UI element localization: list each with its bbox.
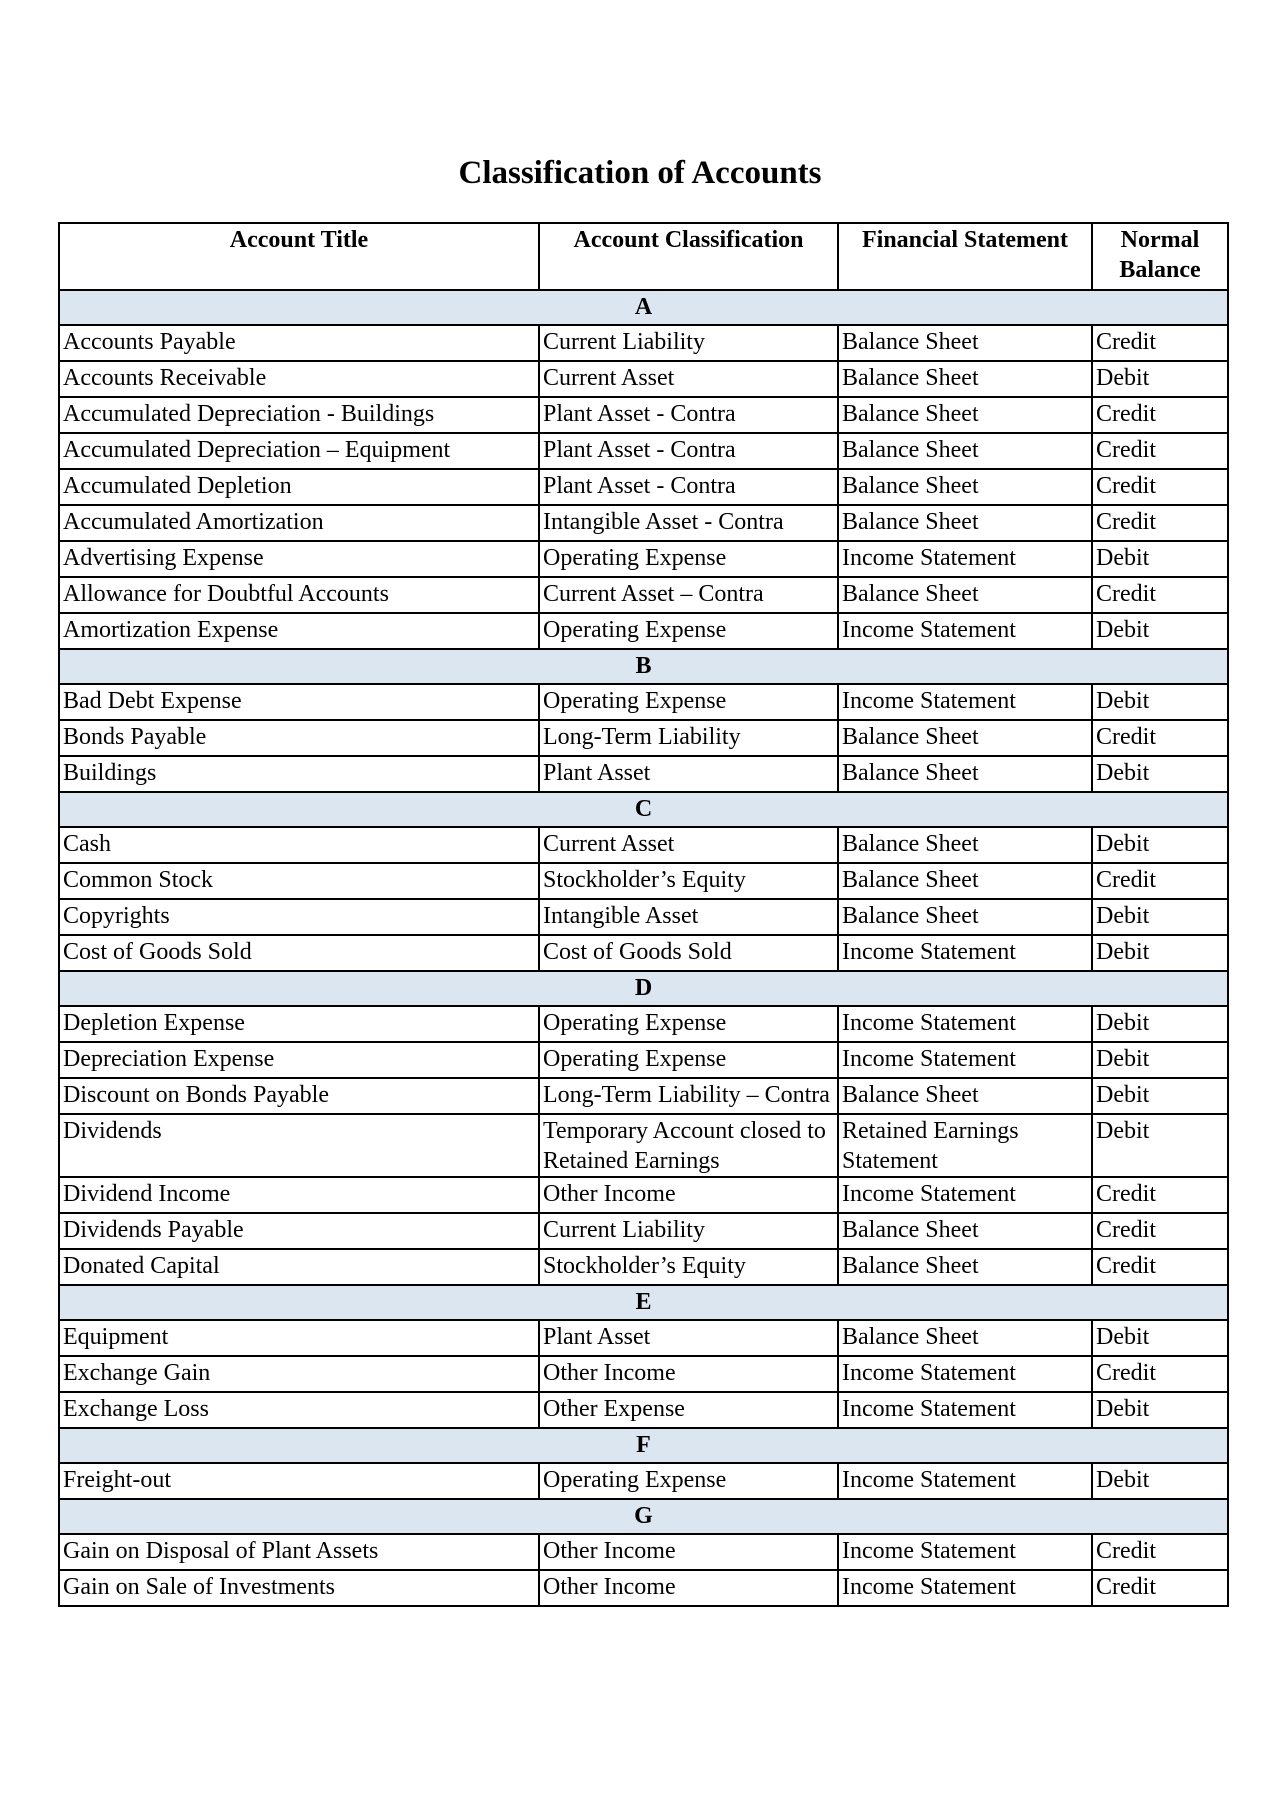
normal-balance-cell: Debit: [1092, 1006, 1228, 1042]
account-classification-cell: Current Asset: [539, 361, 838, 397]
table-row: [59, 1570, 1228, 1606]
financial-statement-cell: Balance Sheet: [838, 720, 1092, 756]
account-classification-cell: Operating Expense: [539, 1463, 838, 1499]
normal-balance-cell: Credit: [1092, 325, 1228, 361]
account-classification-cell: Current Liability: [539, 1213, 838, 1249]
account-classification-cell: Intangible Asset: [539, 899, 838, 935]
normal-balance-cell: Credit: [1092, 1570, 1228, 1606]
account-title-cell: Accumulated Depletion: [59, 469, 539, 505]
section-letter: E: [59, 1285, 1228, 1320]
account-title-cell: Allowance for Doubtful Accounts: [59, 577, 539, 613]
normal-balance-cell: Debit: [1092, 684, 1228, 720]
section-header-row: [59, 1499, 1228, 1534]
account-title-cell: Discount on Bonds Payable: [59, 1078, 539, 1114]
account-classification-cell: Operating Expense: [539, 1006, 838, 1042]
table-row: [59, 613, 1228, 649]
account-title-cell: Equipment: [59, 1320, 539, 1356]
financial-statement-cell: Balance Sheet: [838, 433, 1092, 469]
financial-statement-cell: Income Statement: [838, 541, 1092, 577]
section-letter: D: [59, 971, 1228, 1006]
account-classification-cell: Other Income: [539, 1356, 838, 1392]
table-row: [59, 469, 1228, 505]
table-row: [59, 827, 1228, 863]
account-classification-cell: Operating Expense: [539, 684, 838, 720]
financial-statement-cell: Balance Sheet: [838, 899, 1092, 935]
financial-statement-cell: Income Statement: [838, 613, 1092, 649]
normal-balance-cell: Credit: [1092, 505, 1228, 541]
financial-statement-cell: Balance Sheet: [838, 827, 1092, 863]
account-classification-cell: Plant Asset: [539, 756, 838, 792]
table-row: [59, 1249, 1228, 1285]
account-classification-cell: Temporary Account closed to Retained Earnings: [539, 1114, 838, 1177]
normal-balance-cell: Credit: [1092, 1213, 1228, 1249]
table-row: [59, 541, 1228, 577]
financial-statement-cell: Balance Sheet: [838, 325, 1092, 361]
financial-statement-cell: Balance Sheet: [838, 863, 1092, 899]
page-title: Classification of Accounts: [458, 155, 822, 191]
normal-balance-cell: Debit: [1092, 613, 1228, 649]
normal-balance-cell: Debit: [1092, 827, 1228, 863]
account-title-cell: Bad Debt Expense: [59, 684, 539, 720]
table-header: [59, 223, 1228, 290]
section-letter: G: [59, 1499, 1228, 1534]
table-row: [59, 397, 1228, 433]
account-title-cell: Dividends: [59, 1114, 539, 1177]
normal-balance-cell: Credit: [1092, 577, 1228, 613]
normal-balance-cell: Credit: [1092, 1177, 1228, 1213]
account-title-cell: Accumulated Depreciation - Buildings: [59, 397, 539, 433]
account-classification-cell: Current Asset: [539, 827, 838, 863]
financial-statement-cell: Income Statement: [838, 684, 1092, 720]
table-row: [59, 1463, 1228, 1499]
financial-statement-cell: Income Statement: [838, 1570, 1092, 1606]
table-row: [59, 1534, 1228, 1570]
financial-statement-cell: Balance Sheet: [838, 577, 1092, 613]
financial-statement-cell: Income Statement: [838, 1356, 1092, 1392]
header-account-classification: Account Classification: [539, 223, 838, 290]
financial-statement-cell: Income Statement: [838, 1463, 1092, 1499]
financial-statement-cell: Income Statement: [838, 1006, 1092, 1042]
account-title-cell: Freight-out: [59, 1463, 539, 1499]
account-classification-cell: Cost of Goods Sold: [539, 935, 838, 971]
table-row: [59, 899, 1228, 935]
table-row: [59, 863, 1228, 899]
normal-balance-cell: Debit: [1092, 1078, 1228, 1114]
account-title-cell: Depreciation Expense: [59, 1042, 539, 1078]
normal-balance-cell: Credit: [1092, 1249, 1228, 1285]
account-classification-cell: Long-Term Liability – Contra: [539, 1078, 838, 1114]
normal-balance-cell: Credit: [1092, 720, 1228, 756]
account-title-cell: Cost of Goods Sold: [59, 935, 539, 971]
table-row: [59, 720, 1228, 756]
financial-statement-cell: Balance Sheet: [838, 505, 1092, 541]
table-row: [59, 1006, 1228, 1042]
table-row: [59, 361, 1228, 397]
account-title-cell: Common Stock: [59, 863, 539, 899]
section-letter: A: [59, 290, 1228, 325]
header-account-title: Account Title: [59, 223, 539, 290]
section-header-row: [59, 792, 1228, 827]
table-body: [59, 290, 1228, 1606]
section-header-row: [59, 971, 1228, 1006]
account-title-cell: Gain on Disposal of Plant Assets: [59, 1534, 539, 1570]
normal-balance-cell: Debit: [1092, 1320, 1228, 1356]
table-row: [59, 1078, 1228, 1114]
financial-statement-cell: Income Statement: [838, 1042, 1092, 1078]
account-title-cell: Advertising Expense: [59, 541, 539, 577]
account-title-cell: Exchange Gain: [59, 1356, 539, 1392]
financial-statement-cell: Balance Sheet: [838, 1078, 1092, 1114]
table-row: [59, 505, 1228, 541]
account-title-cell: Accounts Receivable: [59, 361, 539, 397]
table-row: [59, 1042, 1228, 1078]
table-row: [59, 1114, 1228, 1177]
account-title-cell: Amortization Expense: [59, 613, 539, 649]
financial-statement-cell: Balance Sheet: [838, 1249, 1092, 1285]
table-row: [59, 433, 1228, 469]
financial-statement-cell: Retained Earnings Statement: [838, 1114, 1092, 1177]
section-header-row: [59, 1428, 1228, 1463]
normal-balance-cell: Debit: [1092, 361, 1228, 397]
account-title-cell: Copyrights: [59, 899, 539, 935]
header-normal-balance: Normal Balance: [1092, 223, 1228, 290]
table-row: [59, 935, 1228, 971]
account-classification-cell: Plant Asset - Contra: [539, 469, 838, 505]
normal-balance-cell: Credit: [1092, 1356, 1228, 1392]
account-classification-cell: Other Income: [539, 1177, 838, 1213]
financial-statement-cell: Balance Sheet: [838, 1320, 1092, 1356]
account-classification-cell: Long-Term Liability: [539, 720, 838, 756]
account-classification-cell: Current Liability: [539, 325, 838, 361]
normal-balance-cell: Credit: [1092, 1534, 1228, 1570]
table-row: [59, 577, 1228, 613]
table-row: [59, 1356, 1228, 1392]
account-title-cell: Dividends Payable: [59, 1213, 539, 1249]
normal-balance-cell: Credit: [1092, 863, 1228, 899]
account-title-cell: Depletion Expense: [59, 1006, 539, 1042]
normal-balance-cell: Debit: [1092, 1114, 1228, 1177]
normal-balance-cell: Debit: [1092, 1392, 1228, 1428]
account-classification-cell: Operating Expense: [539, 541, 838, 577]
account-classification-cell: Plant Asset - Contra: [539, 397, 838, 433]
account-classification-cell: Plant Asset - Contra: [539, 433, 838, 469]
account-title-cell: Accumulated Depreciation – Equipment: [59, 433, 539, 469]
table-row: [59, 1320, 1228, 1356]
table-row: [59, 1177, 1228, 1213]
account-classification-cell: Plant Asset: [539, 1320, 838, 1356]
table-row: [59, 325, 1228, 361]
header-financial-statement: Financial Statement: [838, 223, 1092, 290]
account-classification-cell: Other Income: [539, 1534, 838, 1570]
normal-balance-cell: Debit: [1092, 1042, 1228, 1078]
section-header-row: [59, 1285, 1228, 1320]
account-title-cell: Cash: [59, 827, 539, 863]
financial-statement-cell: Balance Sheet: [838, 361, 1092, 397]
financial-statement-cell: Balance Sheet: [838, 1213, 1092, 1249]
financial-statement-cell: Income Statement: [838, 935, 1092, 971]
section-letter: C: [59, 792, 1228, 827]
account-title-cell: Bonds Payable: [59, 720, 539, 756]
table-row: [59, 1392, 1228, 1428]
financial-statement-cell: Balance Sheet: [838, 469, 1092, 505]
normal-balance-cell: Debit: [1092, 1463, 1228, 1499]
normal-balance-cell: Credit: [1092, 433, 1228, 469]
account-title-cell: Buildings: [59, 756, 539, 792]
financial-statement-cell: Balance Sheet: [838, 756, 1092, 792]
account-classification-cell: Current Asset – Contra: [539, 577, 838, 613]
table-row: [59, 756, 1228, 792]
financial-statement-cell: Income Statement: [838, 1392, 1092, 1428]
account-title-cell: Dividend Income: [59, 1177, 539, 1213]
account-title-cell: Accounts Payable: [59, 325, 539, 361]
account-classification-cell: Other Expense: [539, 1392, 838, 1428]
account-title-cell: Donated Capital: [59, 1249, 539, 1285]
account-classification-cell: Other Income: [539, 1570, 838, 1606]
table-row: [59, 684, 1228, 720]
section-header-row: [59, 290, 1228, 325]
account-classification-cell: Operating Expense: [539, 613, 838, 649]
section-letter: B: [59, 649, 1228, 684]
normal-balance-cell: Debit: [1092, 899, 1228, 935]
financial-statement-cell: Income Statement: [838, 1534, 1092, 1570]
financial-statement-cell: Income Statement: [838, 1177, 1092, 1213]
normal-balance-cell: Debit: [1092, 541, 1228, 577]
normal-balance-cell: Debit: [1092, 935, 1228, 971]
account-title-cell: Gain on Sale of Investments: [59, 1570, 539, 1606]
account-title-cell: Exchange Loss: [59, 1392, 539, 1428]
accounts-table: [58, 222, 1229, 1607]
account-classification-cell: Stockholder’s Equity: [539, 1249, 838, 1285]
financial-statement-cell: Balance Sheet: [838, 397, 1092, 433]
normal-balance-cell: Debit: [1092, 756, 1228, 792]
account-title-cell: Accumulated Amortization: [59, 505, 539, 541]
account-classification-cell: Stockholder’s Equity: [539, 863, 838, 899]
account-classification-cell: Operating Expense: [539, 1042, 838, 1078]
header-row: [59, 223, 1228, 290]
normal-balance-cell: Credit: [1092, 397, 1228, 433]
table-row: [59, 1213, 1228, 1249]
section-header-row: [59, 649, 1228, 684]
account-classification-cell: Intangible Asset - Contra: [539, 505, 838, 541]
normal-balance-cell: Credit: [1092, 469, 1228, 505]
section-letter: F: [59, 1428, 1228, 1463]
